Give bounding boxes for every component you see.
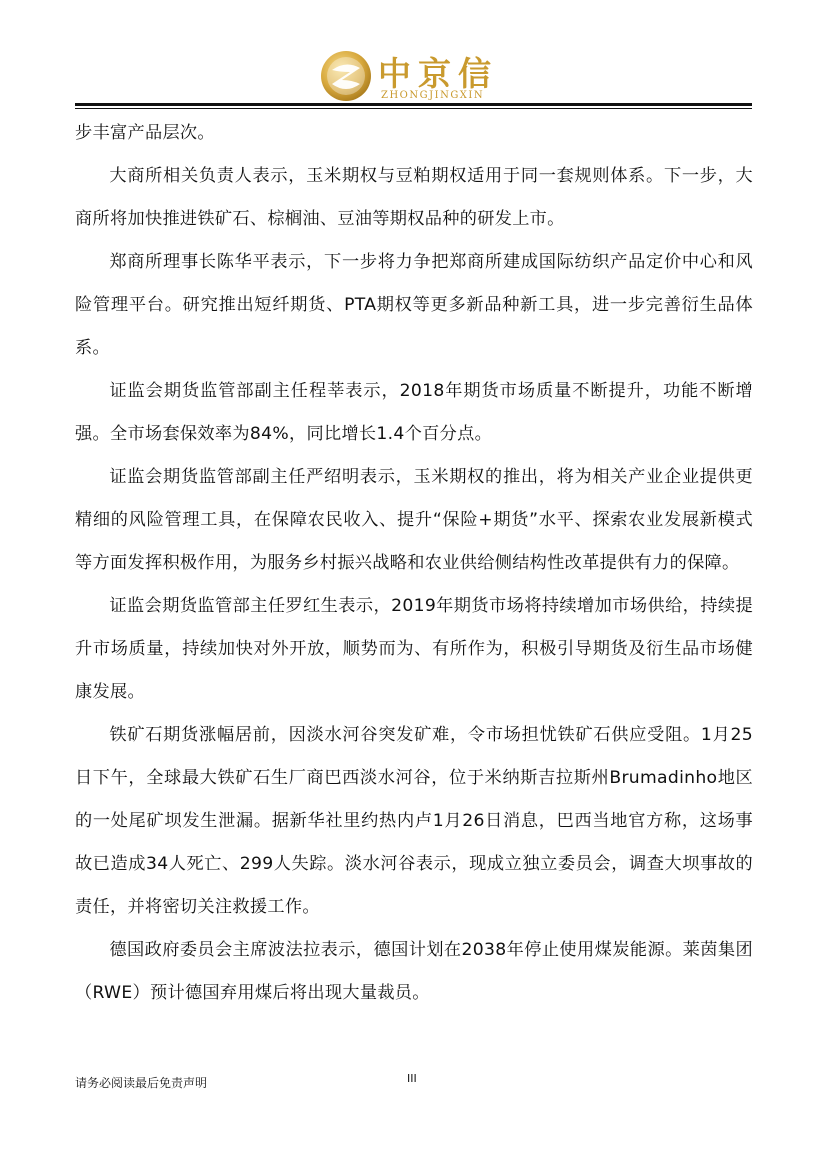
paragraph-continuation: 步丰富产品层次。 bbox=[75, 123, 215, 143]
paragraph-cheng-shen: 证监会期货监管部副主任程莘表示，2018年期货市场质量不断提升，功能不断增强。全市场套保效率为84%，同比增长1.4个百分点。 bbox=[75, 381, 753, 444]
paragraph-luo-hongsheng: 证监会期货监管部主任罗红生表示，2019年期货市场将持续增加市场供给，持续提升市场质量，持续加快对外开放，顺势而为、有所作为，积极引导期货及衍生品市场健康发展。 bbox=[75, 596, 753, 702]
paragraph-germany-coal: 德国政府委员会主席波法拉表示，德国计划在2038年停止使用煤炭能源。莱茵集团（RWE）预计德国弃用煤后将出现大量裁员。 bbox=[75, 940, 753, 1003]
paragraph-yan-shaoming: 证监会期货监管部副主任严绍明表示，玉米期权的推出，将为相关产业企业提供更精细的风险管理工具，在保障农民收入、提升“保险+期货”水平、探索农业发展新模式等方面发挥积极作用，为服务乡村振兴战略和农业供给侧结构性改革提供有力的保障。 bbox=[75, 467, 753, 573]
page-header bbox=[75, 40, 752, 108]
footer-disclaimer: 请务必阅读最后免责声明 bbox=[75, 1076, 208, 1090]
zhongjingxin-logo-icon bbox=[320, 50, 372, 102]
header-divider-thick bbox=[75, 103, 752, 106]
article-body bbox=[75, 112, 753, 1015]
logo-english-text: ZHONGJINGXIN bbox=[381, 90, 485, 101]
page-number: III bbox=[407, 1072, 417, 1085]
paragraph-czce: 郑商所理事长陈华平表示，下一步将力争把郑商所建成国际纺织产品定价中心和风险管理平台。研究推出短纤期货、PTA期权等更多新品种新工具，进一步完善衍生品体系。 bbox=[75, 252, 753, 358]
header-divider-thin bbox=[75, 108, 752, 109]
paragraph-iron-ore: 铁矿石期货涨幅居前，因淡水河谷突发矿难，令市场担忧铁矿石供应受阻。1月25日下午，全球最大铁矿石生厂商巴西淡水河谷，位于米纳斯吉拉斯州Brumadinho地区的一处尾矿坝发生泄漏。据新华社里约热内卢1月26日消息，巴西当地官方称，这场事故已造成34人死亡、299人失踪。淡水河谷表示，现成立独立委员会，调查大坝事故的责任，并将密切关注救援工作。 bbox=[75, 725, 753, 917]
logo-chinese-text: 中京信 bbox=[378, 54, 498, 93]
paragraph-dce: 大商所相关负责人表示，玉米期权与豆粕期权适用于同一套规则体系。下一步，大商所将加快推进铁矿石、棕榈油、豆油等期权品种的研发上市。 bbox=[75, 166, 753, 229]
